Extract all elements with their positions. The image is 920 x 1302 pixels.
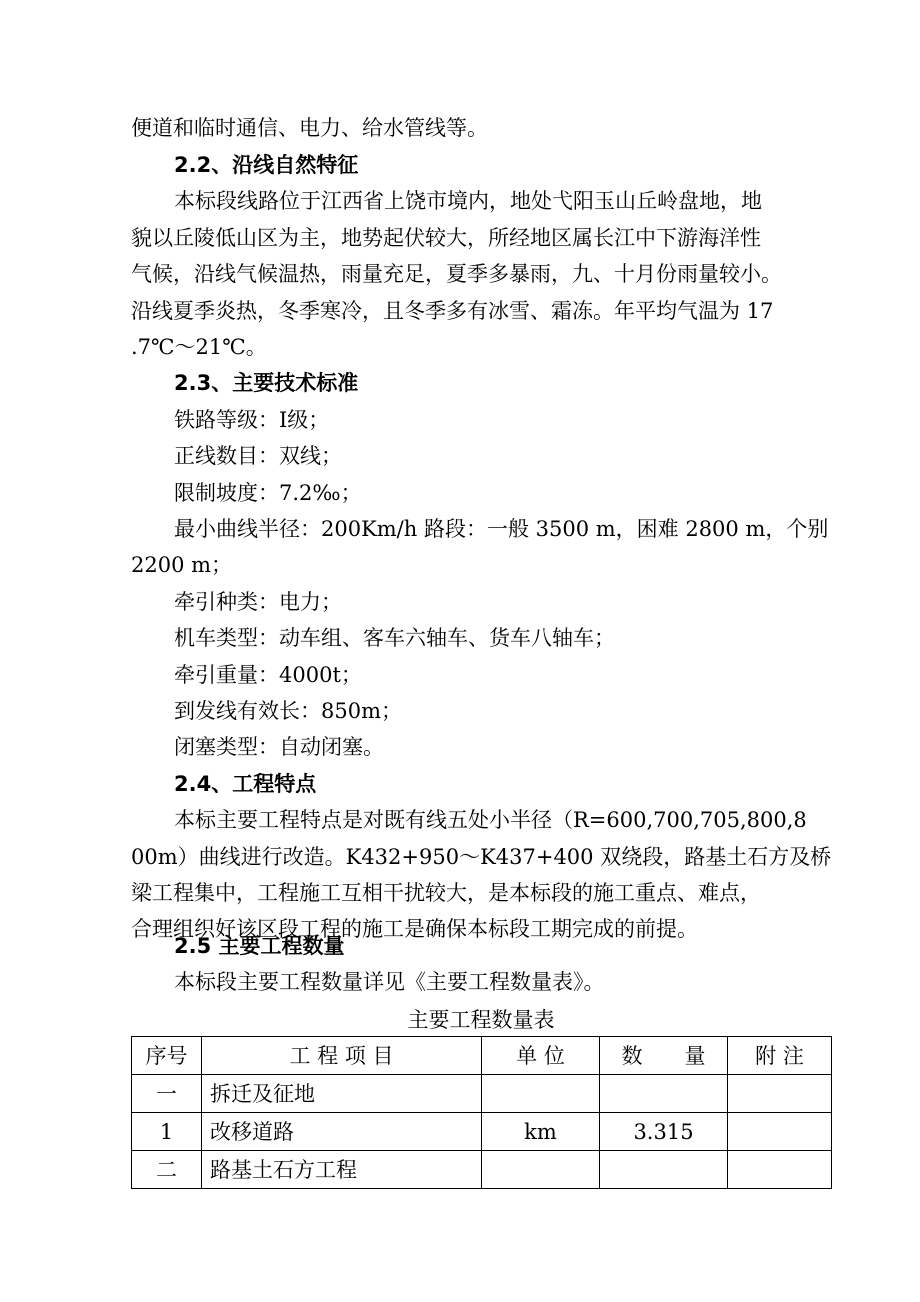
cell-index: 1 — [132, 1113, 202, 1151]
text-line: 正线数目：双线； — [174, 444, 342, 468]
text-line: 机车类型：动车组、客车六轴车、货车八轴车； — [174, 626, 615, 650]
text-line: 本标段线路位于江西省上饶市境内，地处弋阳玉山丘岭盘地，地 — [174, 189, 762, 213]
table-row — [132, 1113, 832, 1151]
cell-quantity — [600, 1075, 728, 1113]
cell-index: 二 — [132, 1151, 202, 1189]
text-line: 到发线有效长：850m； — [174, 699, 402, 723]
cell-unit — [482, 1151, 600, 1189]
section-heading-2-5: 2.5 主要工程数量 — [174, 934, 345, 958]
cell-quantity — [600, 1151, 728, 1189]
text-line: 最小曲线半径：200Km/h 路段：一般 3500 m，困难 2800 m，个别 — [174, 517, 829, 541]
header-item: 工 程 项 目 — [202, 1037, 482, 1075]
text-line: 铁路等级：Ⅰ级； — [174, 408, 330, 432]
section-heading-2-4: 2.4、工程特点 — [174, 772, 317, 796]
text-line: 闭塞类型：自动闭塞。 — [174, 735, 384, 759]
table-row — [132, 1151, 832, 1189]
header-index: 序号 — [132, 1037, 202, 1075]
text-line: 2200 m； — [131, 553, 233, 577]
text-line: 沿线夏季炎热，冬季寒冷，且冬季多有冰雪、霜冻。年平均气温为 17 — [131, 299, 774, 323]
text-line: 牵引种类：电力； — [174, 590, 342, 614]
table-row — [132, 1075, 832, 1113]
section-heading-2-2: 2.2、沿线自然特征 — [174, 153, 359, 177]
cell-note — [728, 1075, 832, 1113]
text-line: .7℃～21℃。 — [131, 335, 267, 359]
table-header-row — [132, 1037, 832, 1075]
header-unit: 单 位 — [482, 1037, 600, 1075]
cell-note — [728, 1151, 832, 1189]
text-line: 气候，沿线气候温热，雨量充足，夏季多暴雨，九、十月份雨量较小。 — [131, 262, 782, 286]
cell-item: 拆迁及征地 — [202, 1075, 482, 1113]
text-line: 本标段主要工程数量详见《主要工程数量表》。 — [174, 970, 605, 994]
text-line: 牵引重量：4000t； — [174, 663, 362, 687]
quantity-table — [131, 1036, 832, 1189]
text-line: 合理组织好该区段工程的施工是确保本标段工期完成的前提。 — [131, 917, 698, 941]
header-note: 附 注 — [728, 1037, 832, 1075]
cell-item: 改移道路 — [202, 1113, 482, 1151]
cell-index: 一 — [132, 1075, 202, 1113]
cell-unit: km — [482, 1113, 600, 1151]
table-caption: 主要工程数量表 — [407, 1008, 555, 1032]
text-line: 本标主要工程特点是对既有线五处小半径（R=600,700,705,800,8 — [174, 808, 807, 832]
text-line: 限制坡度：7.2‰； — [174, 481, 362, 505]
text-line: 00m）曲线进行改造。K432+950～K437+400 双绕段，路基土石方及桥 — [131, 845, 832, 869]
cell-item: 路基土石方工程 — [202, 1151, 482, 1189]
cell-unit — [482, 1075, 600, 1113]
text-line: 貌以丘陵低山区为主，地势起伏较大，所经地区属长江中下游海洋性 — [131, 226, 761, 250]
header-quantity: 数 量 — [600, 1037, 728, 1075]
section-heading-2-3: 2.3、主要技术标准 — [174, 371, 359, 395]
text-line: 梁工程集中，工程施工互相干扰较大，是本标段的施工重点、难点， — [131, 881, 761, 905]
cell-note — [728, 1113, 832, 1151]
text-line: 便道和临时通信、电力、给水管线等。 — [131, 116, 488, 140]
cell-quantity: 3.315 — [600, 1113, 728, 1151]
